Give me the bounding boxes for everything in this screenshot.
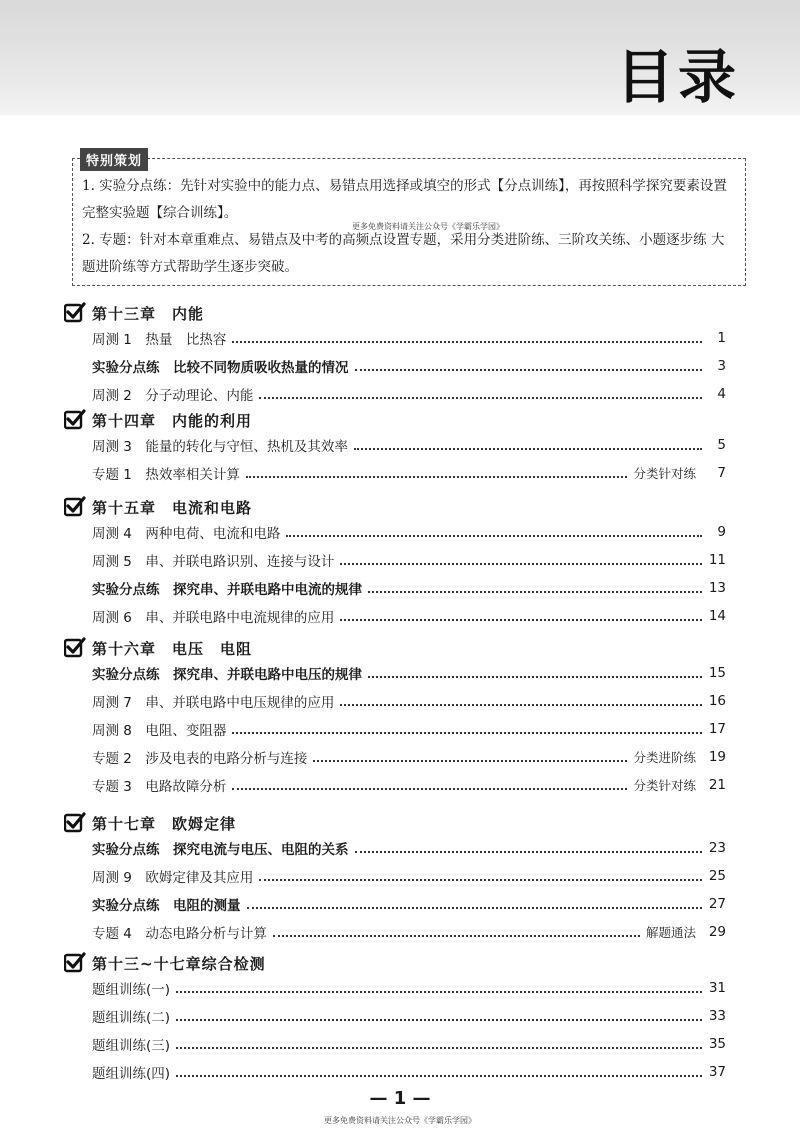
toc-entry-label: 实验分点练 探究串、并联电路中电压的规律 (92, 667, 362, 683)
watermark: 更多免费资料请关注公众号《学霸乐学园》 (352, 222, 504, 231)
special-tag: 特别策划 (80, 148, 148, 171)
leader-dots (368, 591, 702, 593)
toc-entry[interactable] (92, 687, 726, 715)
toc-entry-page: 21 (708, 777, 726, 793)
toc-entry[interactable] (92, 659, 726, 687)
check-icon (64, 409, 86, 431)
toc-entry-label: 专题 3 电路故障分析 (92, 779, 227, 795)
leader-dots (355, 851, 703, 853)
toc-entry[interactable] (92, 459, 726, 487)
toc-entry-page: 33 (708, 1008, 726, 1024)
toc-entry-label: 周测 5 串、并联电路识别、连接与设计 (92, 554, 335, 570)
toc-entry-tag: 解题通法 (645, 925, 696, 940)
leader-dots (273, 935, 640, 937)
toc-entry-label: 周测 4 两种电荷、电流和电路 (92, 526, 281, 542)
toc-entry[interactable] (92, 974, 726, 1002)
toc-entry-label: 题组训练(二) (92, 1010, 171, 1026)
toc-entry-label: 实验分点练 探究串、并联电路中电流的规律 (92, 582, 362, 598)
toc-entry-page: 27 (708, 896, 726, 912)
toc-entry-tag: 分类针对练 (633, 466, 696, 481)
check-icon (64, 496, 86, 518)
toc-entry[interactable] (92, 1002, 726, 1030)
toc-entry-label: 实验分点练 探究电流与电压、电阻的关系 (92, 842, 349, 858)
chapter-title: 第十三章 内能 (92, 304, 205, 323)
toc-entry-label: 题组训练(四) (92, 1066, 171, 1082)
toc-entry[interactable] (92, 518, 726, 546)
leader-dots (340, 563, 702, 565)
toc-entry-page: 5 (717, 437, 726, 453)
leader-dots (354, 448, 702, 450)
toc-entry-page: 4 (717, 386, 726, 402)
toc-entry-label: 周测 7 串、并联电路中电压规律的应用 (92, 695, 335, 711)
leader-dots (176, 991, 702, 993)
toc-entry-label: 题组训练(三) (92, 1038, 171, 1054)
toc-entry[interactable] (92, 380, 726, 408)
toc-entry-page: 3 (717, 358, 726, 374)
toc-entry[interactable] (92, 862, 726, 890)
toc-entry-label: 周测 8 电阻、变阻器 (92, 723, 227, 739)
leader-dots (313, 760, 627, 762)
special-item-2: 2. 专题：针对本章重难点、易错点及中考的高频点设置专题，采用分类进阶练、三阶攻关练、小题逐步练 大题进阶练等方式帮助学生逐步突破。 (82, 232, 725, 275)
toc-entry-label: 周测 2 分子动理论、内能 (92, 388, 254, 404)
bottom-watermark: 更多免费资料请关注公众号《学霸乐学园》 (324, 1116, 476, 1125)
toc-entry-label: 周测 9 欧姆定律及其应用 (92, 870, 254, 886)
toc-entry-page: 25 (708, 868, 726, 884)
toc-entry-label: 专题 1 热效率相关计算 (92, 467, 240, 483)
toc-entry-page: 15 (708, 665, 726, 681)
toc-entry[interactable] (92, 715, 726, 743)
toc-entry-page: 14 (708, 608, 726, 624)
leader-dots (355, 369, 703, 371)
toc-entry[interactable] (92, 1058, 726, 1086)
leader-dots (340, 619, 702, 621)
page-number: — 1 — (369, 1088, 431, 1109)
leader-dots (232, 341, 702, 343)
toc-entry[interactable] (92, 834, 726, 862)
leader-dots (259, 397, 702, 399)
toc-entry-page: 11 (708, 552, 726, 568)
leader-dots (340, 704, 702, 706)
special-item-1: 1. 实验分点练：先针对实验中的能力点、易错点用选择或填空的形式【分点训练】，再按照科学探究要素设置完整实验题【综合训练】。 (82, 178, 727, 221)
leader-dots (232, 788, 627, 790)
page-title: 目录 (615, 43, 740, 111)
leader-dots (232, 732, 702, 734)
toc-entry[interactable] (92, 1030, 726, 1058)
toc-entry-label: 实验分点练 电阻的测量 (92, 898, 241, 914)
leader-dots (286, 535, 702, 537)
toc-entry[interactable] (92, 602, 726, 630)
leader-dots (368, 676, 702, 678)
leader-dots (176, 1047, 702, 1049)
leader-dots (176, 1075, 702, 1077)
toc-entry-page: 1 (717, 330, 726, 346)
chapter-title: 第十七章 欧姆定律 (92, 814, 237, 833)
toc-entry[interactable] (92, 771, 726, 799)
toc-entry-page: 9 (717, 524, 726, 540)
toc-entry-page: 31 (708, 980, 726, 996)
leader-dots (247, 907, 703, 909)
check-icon (64, 812, 86, 834)
toc-entry-page: 16 (708, 693, 726, 709)
leader-dots (176, 1019, 702, 1021)
check-icon (64, 952, 86, 974)
toc-entry-page: 7 (717, 465, 726, 481)
toc-entry[interactable] (92, 918, 726, 946)
toc-entry-label: 实验分点练 比较不同物质吸收热量的情况 (92, 360, 349, 376)
toc-entry[interactable] (92, 574, 726, 602)
chapter-title: 第十六章 电压 电阻 (92, 639, 253, 658)
toc-entry-page: 35 (708, 1036, 726, 1052)
toc-entry[interactable] (92, 743, 726, 771)
leader-dots (246, 476, 628, 478)
chapter-title: 第十四章 内能的利用 (92, 411, 253, 430)
toc-entry-label: 专题 2 涉及电表的电路分析与连接 (92, 751, 308, 767)
toc-entry-page: 23 (708, 840, 726, 856)
toc-entry-label: 题组训练(一) (92, 982, 171, 998)
check-icon (64, 302, 86, 324)
toc-entry-label: 周测 1 热量 比热容 (92, 332, 227, 348)
check-icon (64, 637, 86, 659)
toc-entry-page: 19 (708, 749, 726, 765)
toc-entry-tag: 分类进阶练 (633, 750, 696, 765)
toc-entry-tag: 分类针对练 (633, 778, 696, 793)
toc-entry-page: 17 (708, 721, 726, 737)
chapter-title: 第十三~十七章综合检测 (92, 954, 266, 973)
toc-entry-page: 13 (708, 580, 726, 596)
chapter-title: 第十五章 电流和电路 (92, 498, 253, 517)
toc-entry[interactable] (92, 324, 726, 352)
toc-entry-label: 周测 3 能量的转化与守恒、热机及其效率 (92, 439, 348, 455)
toc-entry[interactable] (92, 890, 726, 918)
toc-entry[interactable] (92, 546, 726, 574)
toc-entry-page: 29 (708, 924, 726, 940)
toc-entry-label: 周测 6 串、并联电路中电流规律的应用 (92, 610, 335, 626)
toc-entry-page: 37 (708, 1064, 726, 1080)
leader-dots (259, 879, 702, 881)
toc-entry[interactable] (92, 352, 726, 380)
toc-entry[interactable] (92, 431, 726, 459)
toc-entry-label: 专题 4 动态电路分析与计算 (92, 926, 267, 942)
